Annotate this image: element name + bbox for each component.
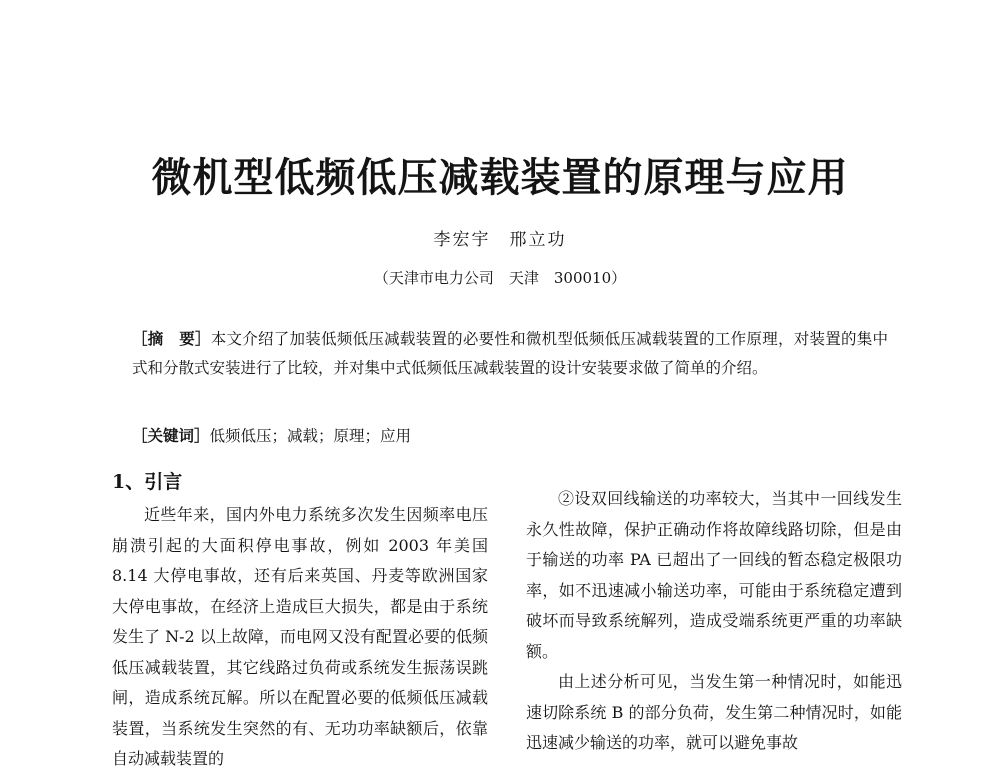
- left-column: [112, 500, 488, 775]
- keywords: [132, 421, 888, 451]
- abstract: [132, 324, 888, 383]
- section-heading-introduction: 1、引言: [112, 471, 183, 493]
- analysis-paragraph: 由上述分析可见，当发生第一种情况时，如能迅速切除系统 B 的部分负荷，发生第二种情况时，如能迅速减少输送的功率，就可以避免事故: [526, 672, 902, 752]
- abstract-label: ［摘 要］: [132, 329, 211, 348]
- author-names: 李宏宇 邢立功: [433, 230, 567, 250]
- keywords-label: ［关键词］: [132, 426, 210, 445]
- intro-paragraph: 近些年来，国内外电力系统多次发生因频率电压崩溃引起的大面积停电事故，例如 2003 年美国 8.14 大停电事故，还有后来英国、丹麦等欧洲国家大停电事故，在经济上造成巨大损失，都是由于系统发生了 N-2 以上故障，而电网又没有配置必要的低频低压减载装置，其它线路过负荷或系统发生振荡误跳闸，造成系统瓦解。所以在配置必要的低频低压减载装置，当系统发生突然的有、无功功率缺额后，依靠自动减载装置的: [112, 505, 488, 768]
- right-column: [526, 484, 902, 759]
- fault-case-paragraph: ②设双回线输送的功率较大，当其中一回线发生永久性故障，保护正确动作将故障线路切除，但是由于输送的功率 PA 已超出了一回线的暂态稳定极限功率，如不迅速减小输送功率，可能由于系统稳定遭到破坏而导致系统解列，造成受端系统更严重的功率缺额。: [526, 489, 902, 661]
- paper-title: 微机型低频低压减载装置的原理与应用: [151, 154, 849, 201]
- author-affiliation: （天津市电力公司 天津 300010）: [373, 269, 627, 287]
- abstract-text: 本文介绍了加装低频低压减载装置的必要性和微机型低频低压减载装置的工作原理，对装置的集中式和分散式安装进行了比较，并对集中式低频低压减载装置的设计安装要求做了简单的介绍。: [132, 330, 888, 377]
- keywords-text: 低频低压；减载；原理；应用: [209, 427, 412, 445]
